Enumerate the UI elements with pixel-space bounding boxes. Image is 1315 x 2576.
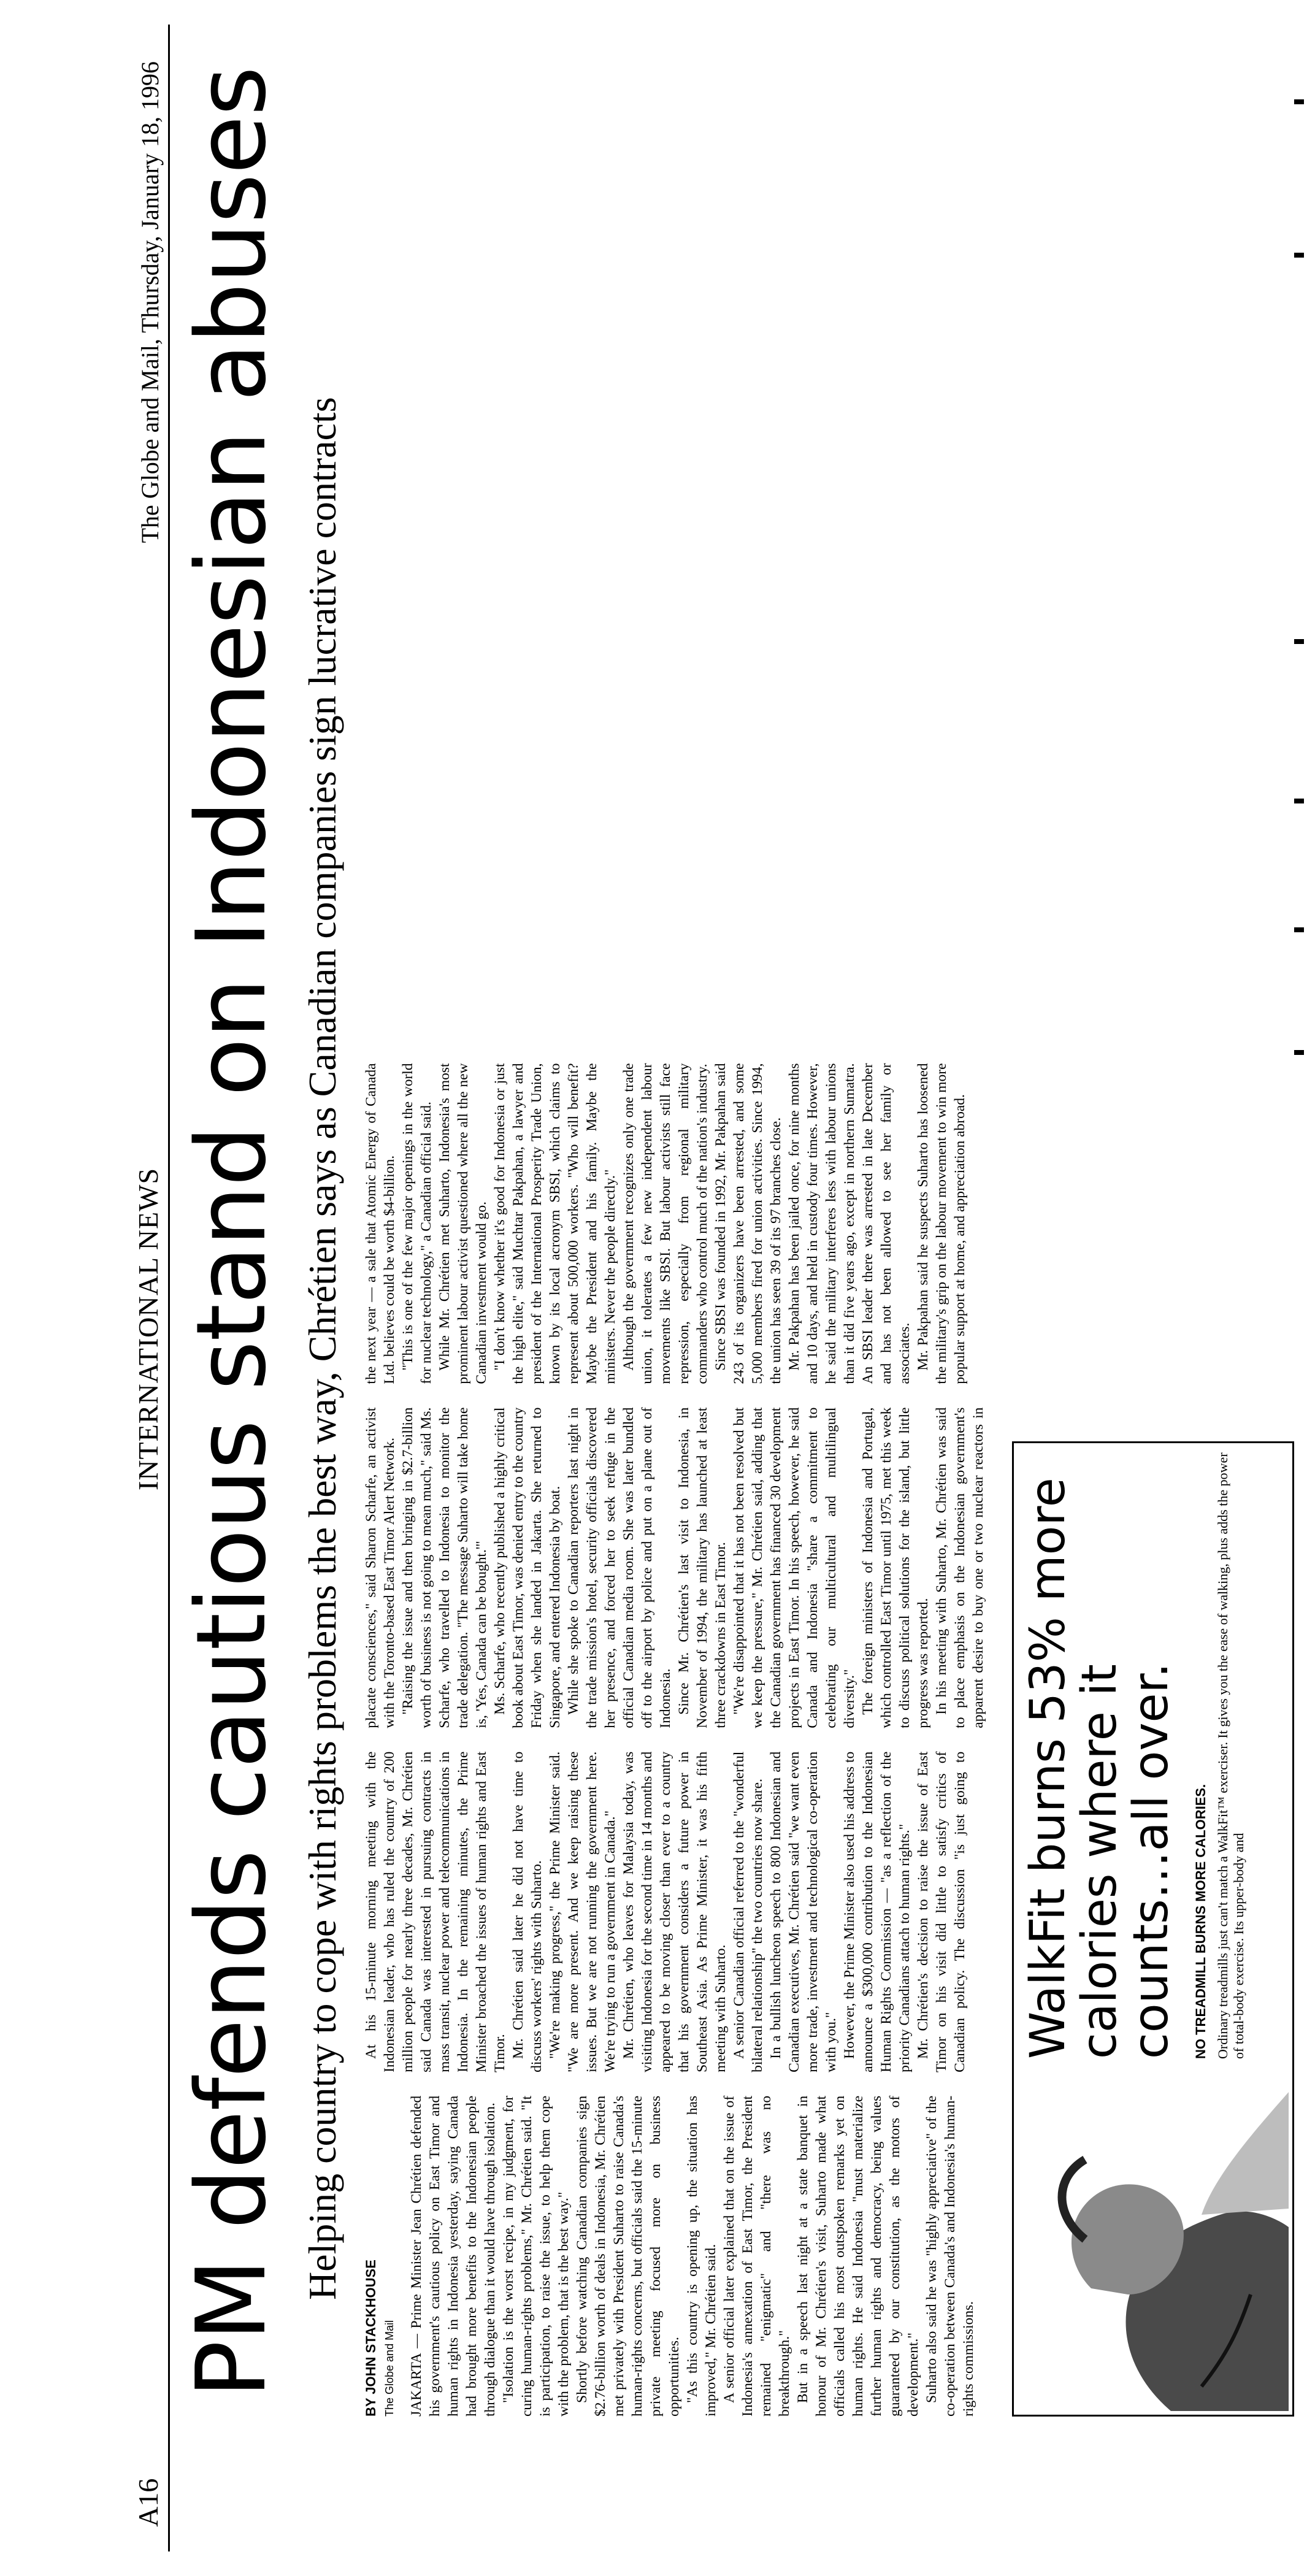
article-paragraph: However, the Prime Minister also used his address to announce a $300,000 contribution to the Indonesian Human Rights Commission — "as a reflection of the priority Canadians attach to human rights." bbox=[842, 1751, 913, 2072]
article-paragraph: "Isolation is the worst recipe, in my judgment, for curing human-rights problems," Mr. Chrétien said. "It is participation, to raise the issue, to help them cope with the problem, that is the best way." bbox=[500, 2095, 572, 2417]
ad-headline: WalkFit burns 53% more calories where it counts…all over. bbox=[1021, 1478, 1179, 2059]
article-paragraph: Ms. Scharfe, who recently published a highly critical book about East Timor, was denied entry to the country Friday when she landed in Jakarta. She returned to Singapore, and entered Indonesia by boat. bbox=[492, 1407, 563, 1728]
article-paragraph: JAKARTA — Prime Minister Jean Chrétien defended his government's cautious policy on East Timor and human rights in Indonesia yesterday, saying Canada had brought more benefits to the Indonesian people through dialogue than it would have through isolation. bbox=[408, 2095, 498, 2417]
byline: BY JOHN STACKHOUSE bbox=[363, 2260, 378, 2417]
running-head bbox=[131, 25, 170, 2551]
headline: PM defends cautious stand on Indonesian abuses bbox=[175, 66, 287, 2398]
article-paragraph: The foreign ministers of Indonesia and Portugal, which controlled East Timor until 1975, met this week to discuss political solutions for the island, but little progress was reported. bbox=[860, 1407, 931, 1728]
paper-dateline: The Globe and Mail, Thursday, January 18, 1996 bbox=[136, 61, 164, 543]
scan-mark bbox=[1294, 799, 1304, 803]
article-paragraph: Suharto also said he was "highly appreciative" of the co-operation between Canada's and Indonesia's human-rights commissions. bbox=[924, 2095, 976, 2417]
article-paragraphs bbox=[362, 1063, 987, 2417]
article-paragraph: "I don't know whether it's good for Indonesia or just the high elite," said Muchtar Pakpahan, a lawyer and president of the International Prosperity Trade Union, known by its local acronym SBSI, which claims to represent about 500,000 workers. "Who will benefit? Maybe the President and his family. Maybe the ministers. Never the people directly." bbox=[492, 1063, 618, 1384]
article-paragraph: In his meeting with Suharto, Mr. Chrétien was said to place emphasis on the Indonesian government's apparent desire to buy one or two nuclear reactors in the next year — a sale that Atomic Energy of Canada Ltd. believes could be worth $4-billion. bbox=[363, 1063, 986, 1728]
article-paragraph: In a bullish luncheon speech to 800 Indonesian and Canadian executives, Mr. Chrétien said "we want even more trade, investment and technological co-operation with you." bbox=[768, 1751, 839, 2072]
article-paragraph: Since SBSI was founded in 1992, Mr. Pakpahan said 243 of its organizers have been arrested, and some 5,000 members fired for union activities. Since 1994, the union has seen 39 of its 97 branches close. bbox=[713, 1063, 784, 1384]
article-paragraph: "This is one of the few major openings in the world for nuclear technology," a Canadian official said. bbox=[400, 1063, 434, 1384]
ad-copy bbox=[1022, 1452, 1247, 2059]
article-paragraph: But in a speech last night at a state banquet in honour of Mr. Chrétien's visit, Suharto made what officials called his most outspoken remarks yet on human rights. He said Indonesia "must materialize further human rights and democracy, being values guaranteed by our constitution, as the motors of development." bbox=[795, 2095, 921, 2417]
ad-photo bbox=[1018, 2068, 1289, 2411]
scan-mark bbox=[1294, 639, 1304, 644]
article-paragraph: Since Mr. Chrétien's last visit to Indonesia, in November of 1994, the military has launched at least three crackdowns in East Timor. bbox=[676, 1407, 729, 1728]
walkfit-advertisement bbox=[1012, 1441, 1294, 2417]
scan-mark bbox=[1294, 99, 1304, 104]
section-label: INTERNATIONAL NEWS bbox=[132, 1167, 164, 1490]
ad-body: Ordinary treadmills just can't match a WalkFit™ exerciser. It gives you the ease of walking, plus adds the power of total-body exercise. Its upper-body and bbox=[1215, 1452, 1246, 2059]
article-paragraph: "We're disappointed that it has not been resolved but we keep the pressure," Mr. Chrétien said, adding that the Canadian government has financed 30 development projects in East Timor. In his speech, however, he said Canada and Indonesia "share a commitment to celebrating our multicultural and multilingual diversity." bbox=[731, 1407, 857, 1728]
article-paragraph: While she spoke to Canadian reporters last night in the trade mission's hotel, security officials discovered her presence, and forced her to seek refuge in the official Canadian media room. She was later bundled off to the airport by police and put on a plane out of Indonesia. bbox=[565, 1407, 673, 1728]
article-paragraph: "We're making progress," the Prime Minister said. "We are more present. And we keep raising these issues. But we are not running the government here. We're trying to run a government in Canada." bbox=[547, 1751, 618, 2072]
subheadline: Helping country to cope with rights problems the best way, Chrétien says as Canadian companies sign lucrative contracts bbox=[301, 397, 344, 2300]
scan-mark bbox=[1294, 927, 1304, 932]
article-body bbox=[362, 31, 987, 2417]
article-paragraph: At his 15-minute morning meeting with the Indonesian leader, who has ruled the country of 200 million people for nearly three decades, Mr. Chrétien said Canada was interested in pursuing contracts in mass transit, nuclear power and telecommunications in Indonesia. In the remaining minutes, the Prime Minister broached the issues of human rights and East Timor. bbox=[363, 1751, 508, 2072]
article-paragraph: Mr. Pakpahan has been jailed once, for nine months and 10 days, and held in custody four times. However, he said the military interferes less with labour unions than it did five years ago, except in northern Sumatra. An SBSI leader there was arrested in late December and has not been allowed to see her family or associates. bbox=[786, 1063, 913, 1384]
article-paragraph: A senior Canadian official referred to the "wonderful bilateral relationship" the two countries now share. bbox=[731, 1751, 765, 2072]
article-paragraph: While Mr. Chrétien met Suharto, Indonesia's most prominent labour activist questioned where all the new Canadian investment would go. bbox=[437, 1063, 489, 1384]
ad-tagline: NO TREADMILL BURNS MORE CALORIES. bbox=[1193, 1784, 1208, 2059]
article-paragraph: Mr. Pakpahan said he suspects Suharto has loosened the military's grip on the labour movement to win more popular support at home, and appreciation abroad. bbox=[915, 1063, 968, 1384]
article-paragraph: Mr. Chrétien's decision to raise the issue of East Timor on his visit did little to satisfy critics of Canadian policy. The discussion "is just going to placate consciences," said Sharon Scharfe, an activist with the Toronto-based East Timor Alert Network. bbox=[363, 1407, 968, 2072]
article-paragraph: Mr. Chrétien, who leaves for Malaysia today, was visiting Indonesia for the second time in 14 months and appeared to be moving closer than ever to a country that his government considers a future power in Southeast Asia. As Prime Minister, it was his fifth meeting with Suharto. bbox=[621, 1751, 729, 2072]
scan-mark bbox=[1294, 253, 1304, 258]
article-paragraph: Mr. Chrétien said later he did not have time to discuss workers' rights with Suharto. bbox=[510, 1751, 545, 2072]
article-paragraph: "Raising the issue and then bringing in $2.7-billion worth of business is not going to mean much," said Ms. Scharfe, who travelled to Indonesia to monitor the trade delegation. "The message Suharto will take home is, 'Yes, Canada can be bought.'" bbox=[400, 1407, 489, 1728]
article-paragraph: A senior official later explained that on the issue of Indonesia's annexation of East Timor, the President remained "enigmatic" and "there was no breakthrough." bbox=[721, 2095, 792, 2417]
article-paragraph: Although the government recognizes only one trade union, it tolerates a few new independent labour movements like SBSI. But labour activists still face repression, especially from regional military commanders who control much of the nation's industry. bbox=[621, 1063, 710, 1384]
byline-credit: The Globe and Mail bbox=[383, 2320, 396, 2417]
article-paragraph: Shortly before watching Canadian companies sign $2.76-billion worth of deals in Indonesia, Mr. Chrétien met privately with President Suharto to raise Canada's human-rights concerns, but officials said the 15-minute private meeting focused more on business opportunities. bbox=[574, 2095, 682, 2417]
scan-mark bbox=[1294, 1050, 1304, 1055]
article-paragraph: "As this country is opening up, the situation has improved," Mr. Chrétien said. bbox=[684, 2095, 719, 2417]
page-number: A16 bbox=[132, 2478, 164, 2527]
